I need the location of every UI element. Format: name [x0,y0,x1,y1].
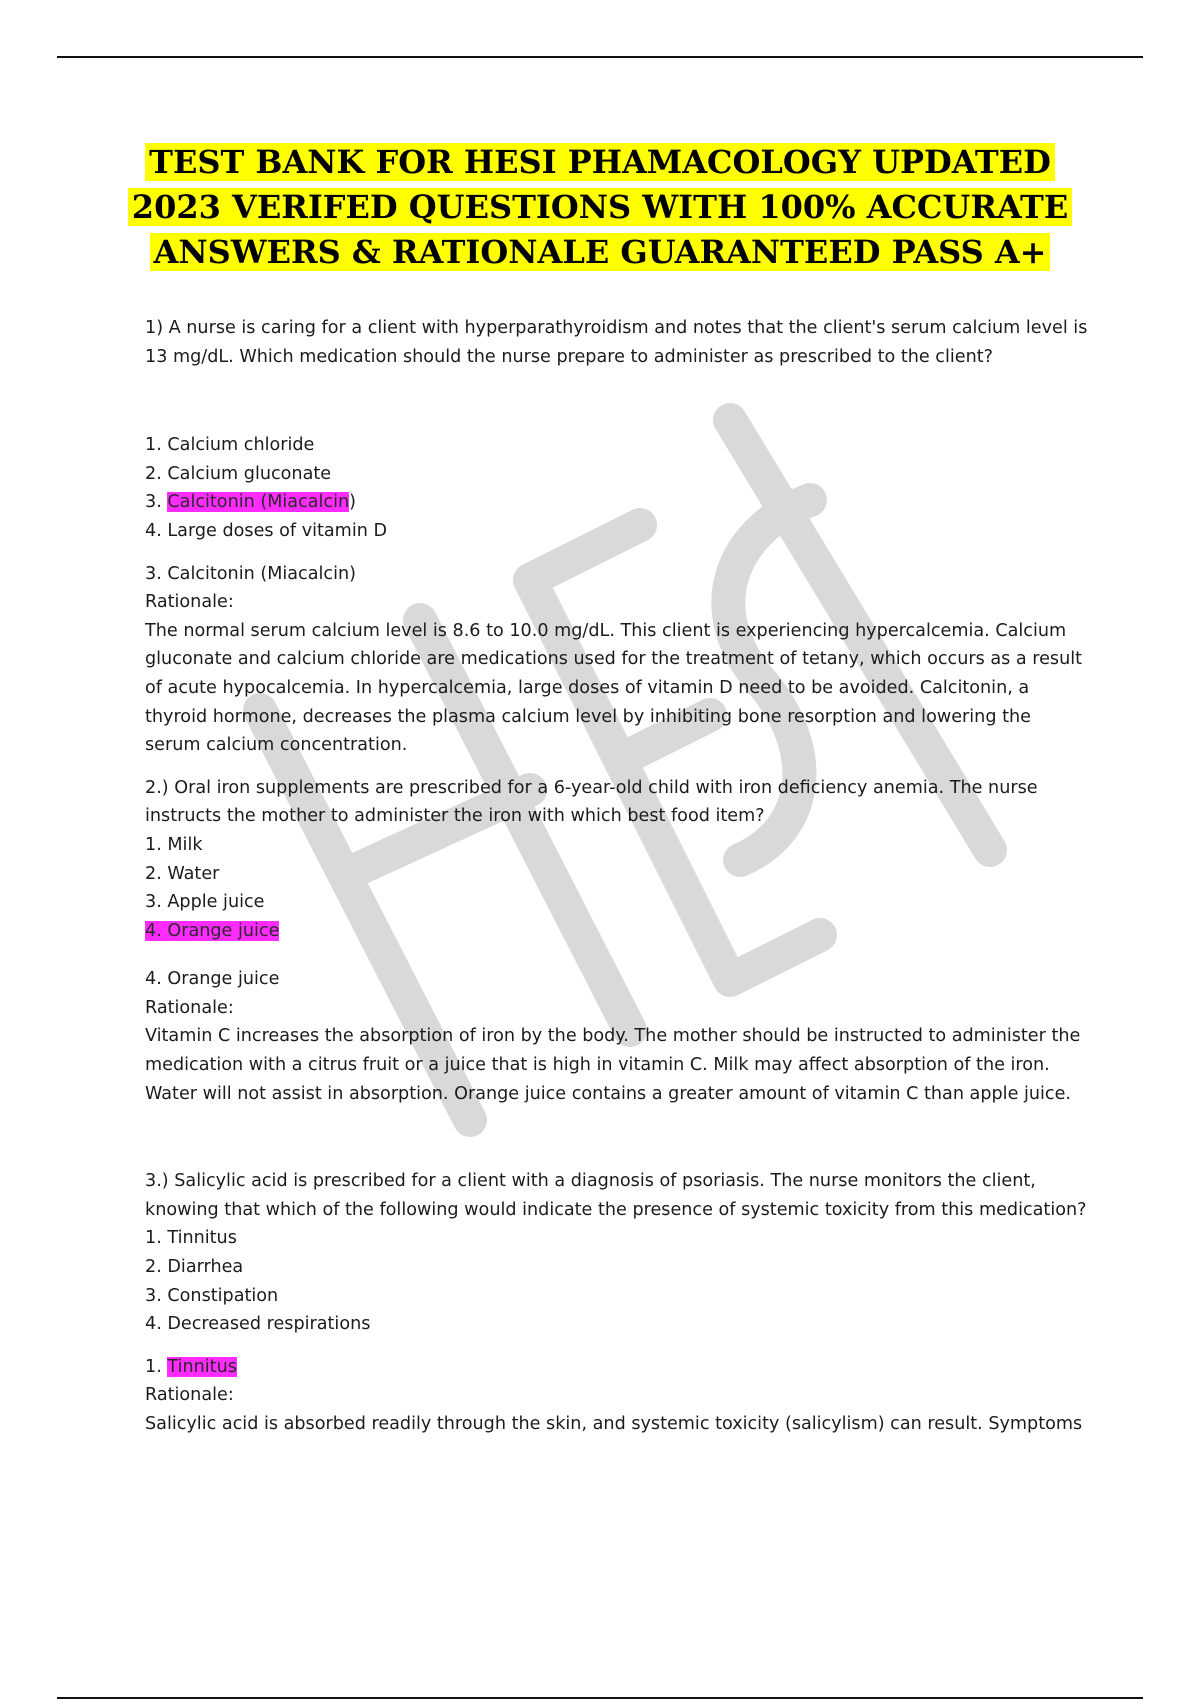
top-rule [57,56,1143,58]
title-line-3: ANSWERS & RATIONALE GUARANTEED PASS A+ [150,233,1051,271]
document-body [145,314,1090,1439]
document-title [0,140,1200,275]
q2-option-1: 1. Milk [145,834,203,855]
q2-question: 2.) Oral iron supplements are prescribed for a 6-year-old child with iron deficiency anemia. The nurse instructs the mother to administer the iron with which best food item? [145,777,1038,827]
q1-option-3: 3. Calcitonin (Miacalcin) [145,492,356,513]
q3-option-4: 4. Decreased respirations [145,1314,371,1335]
q1-option-2: 2. Calcium gluconate [145,463,332,484]
q2-option-2: 2. Water [145,863,220,884]
q1-option-1: 1. Calcium chloride [145,435,315,456]
title-line-1: TEST BANK FOR HESI PHAMACOLOGY UPDATED [145,143,1055,181]
title-line-2: 2023 VERIFED QUESTIONS WITH 100% ACCURATE [128,188,1072,226]
q3-rationale-label: Rationale: [145,1385,234,1406]
answer-highlight: Calcitonin (Miacalcin [167,492,350,513]
q3-option-3: 3. Constipation [145,1285,279,1306]
q2-answer: 4. Orange juice [145,969,280,990]
q2-rationale-label: Rationale: [145,997,234,1018]
q3-option-1: 1. Tinnitus [145,1228,237,1249]
answer-highlight: 4. Orange juice [145,920,280,941]
q3-option-2: 2. Diarrhea [145,1257,244,1278]
bottom-rule [57,1697,1143,1699]
q1-answer: 3. Calcitonin (Miacalcin) [145,563,356,584]
q1-rationale: The normal serum calcium level is 8.6 to 10.0 mg/dL. This client is experiencing hypercalcemia. Calcium gluconate and calcium chloride are medications used for the treatment of tetany, which occurs as a result of acute hypocalcemia. In hypercalcemia, large doses of vitamin D need to be avoided. Calcitonin, a thyroid hormone, decreases the plasma calcium level by inhibiting bone resorption and lowering the serum calcium concentration. [145,620,1083,756]
q2-option-4 [145,917,1090,946]
q3-answer: 1. Tinnitus [145,1356,237,1377]
q3-rationale: Salicylic acid is absorbed readily through the skin, and systemic toxicity (salicylism) can result. Symptoms [145,1414,1083,1434]
q2-option-3: 3. Apple juice [145,892,265,913]
answer-highlight: Tinnitus [167,1356,237,1377]
q1-option-4: 4. Large doses of vitamin D [145,520,387,541]
q1-rationale-label: Rationale: [145,592,234,613]
q2-rationale: Vitamin C increases the absorption of iron by the body. The mother should be instructed to administer the medication with a citrus fruit or a juice that is high in vitamin C. Milk may affect absorption of the iron. Water will not assist in absorption. Orange juice contains a greater amount of vitamin C than apple juice. [145,1026,1081,1104]
q3-question: 3.) Salicylic acid is prescribed for a client with a diagnosis of psoriasis. The nurse monitors the client, knowing that which of the following would indicate the presence of systemic toxicity from this medication? [145,1171,1087,1220]
q1-question: 1) A nurse is caring for a client with hyperparathyroidism and notes that the client's serum calcium level is 13 mg/dL. Which medication should the nurse prepare to administer as prescribed to the client? [145,318,1088,367]
